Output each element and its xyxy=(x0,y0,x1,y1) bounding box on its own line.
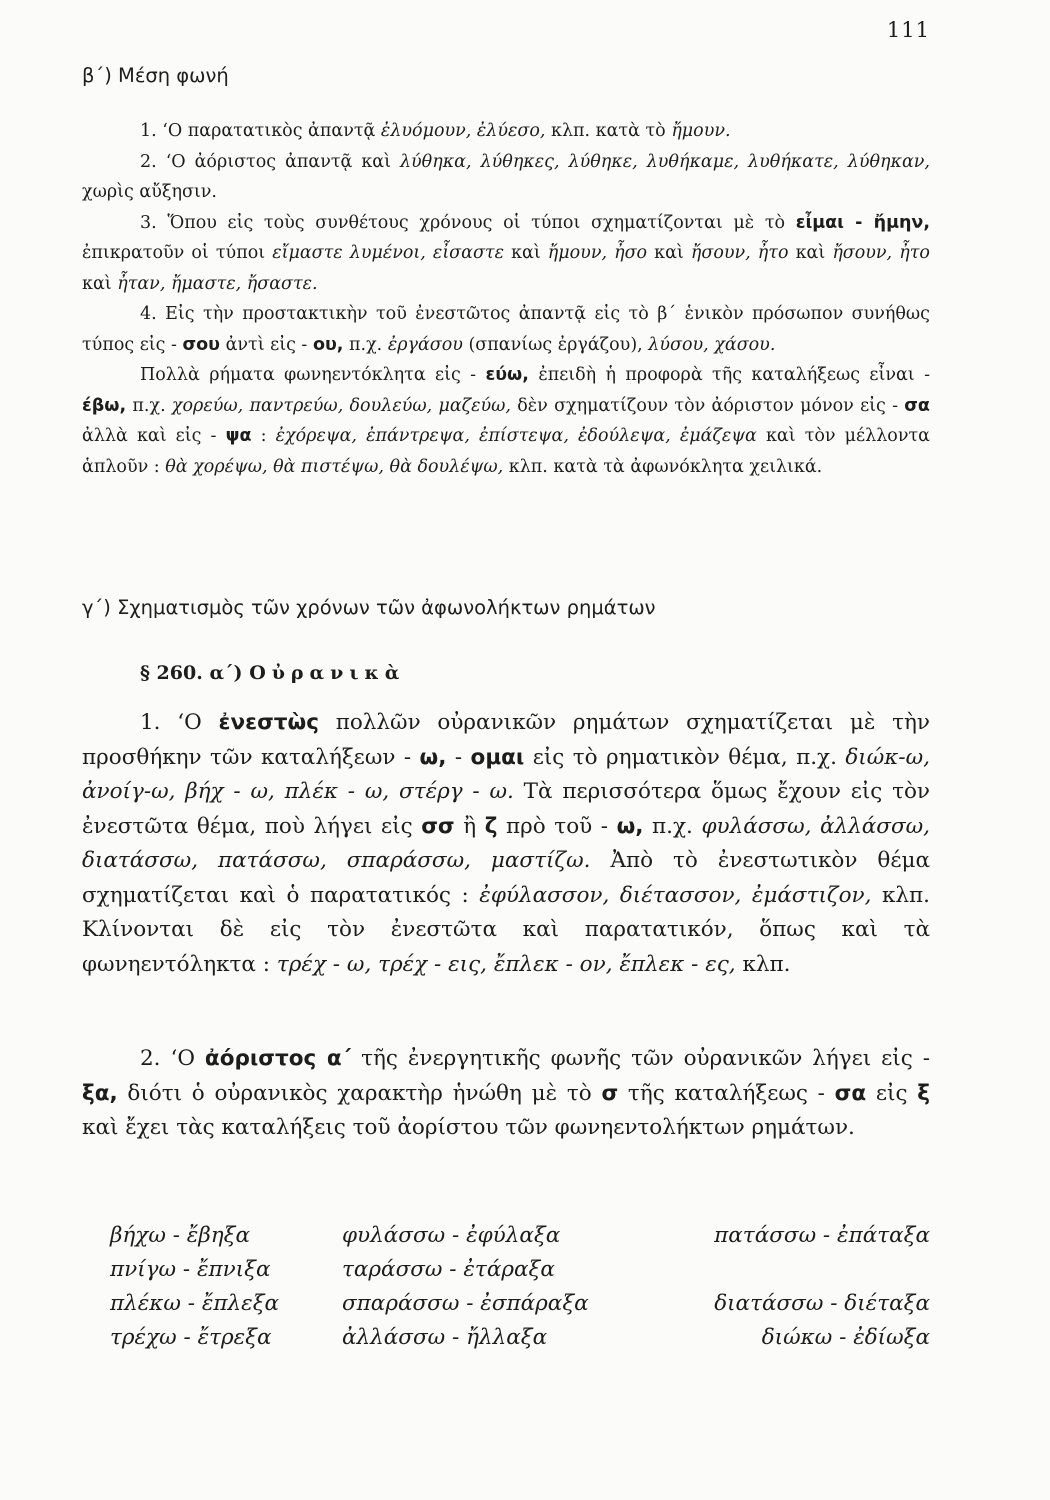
paragraph-velar-2: 2. ‘Ο ἀόριστος α΄ τῆς ἐνεργητικῆς φωνῆς τῶν οὐρανικῶν λήγει εἰς - ξα, διότι ὁ οὐρανικὸς χαρακτὴρ ἡνώθη μὲ τὸ σ τῆς καταλήξεως - σα εἰς ξ καὶ ἔχει τὰς καταλήξεις τοῦ ἀορίστου τῶν φωνηεντολήκτων ρημάτων. xyxy=(82,1046,930,1140)
velars-aorist-body xyxy=(82,1042,930,1146)
velars-body xyxy=(82,706,930,982)
table-cell: φυλάσσω - ἐφύλαξα xyxy=(342,1222,561,1248)
table-cell: πλέκω - ἔπλεξα xyxy=(110,1290,280,1316)
table-row xyxy=(110,1286,930,1320)
aorist-examples-table xyxy=(110,1218,930,1354)
table-cell: βήχω - ἔβηξα xyxy=(110,1222,251,1248)
section-heading-middle-voice: β΄) Μέση φωνή xyxy=(82,64,229,87)
table-cell: διατάσσω - διέταξα xyxy=(714,1290,930,1316)
section-heading-tense-formation: γ΄) Σχηματισμὸς τῶν χρόνων τῶν ἀφωνολήκτων ρημάτων xyxy=(82,596,656,619)
table-cell: σπαράσσω - ἐσπάραξα xyxy=(342,1290,589,1316)
paragraph-4: 4. Εἰς τὴν προστακτικὴν τοῦ ἐνεστῶτος ἀπαντᾷ εἰς τὸ β΄ ἑνικὸν πρόσωπον συνήθως τύπος εἰς - σου ἀντὶ εἰς - ου, π.χ. ἐργάσου (σπανίως ἐργάζου), λύσου, χάσου. xyxy=(82,304,930,355)
table-cell: πνίγω - ἔπνιξα xyxy=(110,1256,271,1282)
paragraph-5: Πολλὰ ρήματα φωνηεντόκλητα εἰς - εύω, ἐπειδὴ ἡ προφορὰ τῆς καταλήξεως εἶναι - έβω, π.χ. χορεύω, παντρεύω, δουλεύω, μαζεύω, δὲν σχηματίζουν τὸν ἀόριστον μόνον εἰς - σα ἀλλὰ καὶ εἰς - ψα : ἐχόρεψα, ἐπάντρεψα, ἐπίστεψα, ἐδούλεψα, ἐμάζεψα καὶ τὸν μέλλοντα ἁπλοῦν : θὰ χορέψω, θὰ πιστέψω, θὰ δουλέψω, κλπ. κατὰ τὰ ἀφωνόκλητα χειλικά. xyxy=(82,365,930,477)
table-cell: διώκω - ἐδίωξα xyxy=(761,1324,930,1350)
table-row xyxy=(110,1252,930,1286)
paragraph-3: 3. Ὅπου εἰς τοὺς συνθέτους χρόνους οἱ τύποι σχηματίζονται μὲ τὸ εἶμαι - ἤμην, ἐπικρατοῦν οἱ τύποι εἴμαστε λυμένοι, εἶσαστε καὶ ἤμουν, ἦσο καὶ ἤσουν, ἦτο καὶ ἤσουν, ἦτο καὶ ἦταν, ἤμαστε, ἤσαστε. xyxy=(82,212,930,294)
middle-voice-body xyxy=(82,116,930,482)
page-number: 111 xyxy=(886,18,930,42)
table-cell: ἀλλάσσω - ἤλλαξα xyxy=(342,1324,548,1350)
table-cell: ταράσσω - ἐτάραξα xyxy=(342,1256,555,1282)
subsection-title: § 260. α΄) Οὐρανικὰ xyxy=(140,662,406,684)
table-row xyxy=(110,1320,930,1354)
paragraph-velar-1: 1. ‘Ο ἐνεστὼς πολλῶν οὐρανικῶν ρημάτων σχηματίζεται μὲ τὴν προσθήκην τῶν καταλήξεων - ω, - ομαι εἰς τὸ ρηματικὸν θέμα, π.χ. διώκ-ω, ἀνοίγ-ω, βήχ - ω, πλέκ - ω, στέργ - ω. Τὰ περισσότερα ὅμως ἔχουν εἰς τὸν ἐνεστῶτα θέμα, ποὺ λήγει εἰς σσ ἢ ζ πρὸ τοῦ - ω, π.χ. φυλάσσω, ἀλλάσσω, διατάσσω, πατάσσω, σπαράσσω, μαστίζω. Ἀπὸ τὸ ἐνεστωτικὸν θέμα σχηματίζεται καὶ ὁ παρατατικός : ἐφύλασσον, διέτασσον, ἐμάστιζον, κλπ. Κλίνονται δὲ εἰς τὸν ἐνεστῶτα καὶ παρατατικόν, ὅπως καὶ τὰ φωνηεντόληκτα : τρέχ - ω, τρέχ - εις, ἔπλεκ - ον, ἔπλεκ - ες, κλπ. xyxy=(82,710,931,977)
table-cell: τρέχω - ἔτρεξα xyxy=(110,1324,272,1350)
paragraph-1: 1. ‘Ο παρατατικὸς ἀπαντᾷ ἐλυόμουν, ἐλύεσο, κλπ. κατὰ τὸ ἤμουν. xyxy=(140,121,731,141)
table-cell: πατάσσω - ἐπάταξα xyxy=(714,1222,930,1248)
paragraph-2: 2. ‘Ο ἀόριστος ἀπαντᾷ καὶ λύθηκα, λύθηκες, λύθηκε, λυθήκαμε, λυθήκατε, λύθηκαν, χωρὶς αὔξησιν. xyxy=(82,151,930,202)
table-row xyxy=(110,1218,930,1252)
